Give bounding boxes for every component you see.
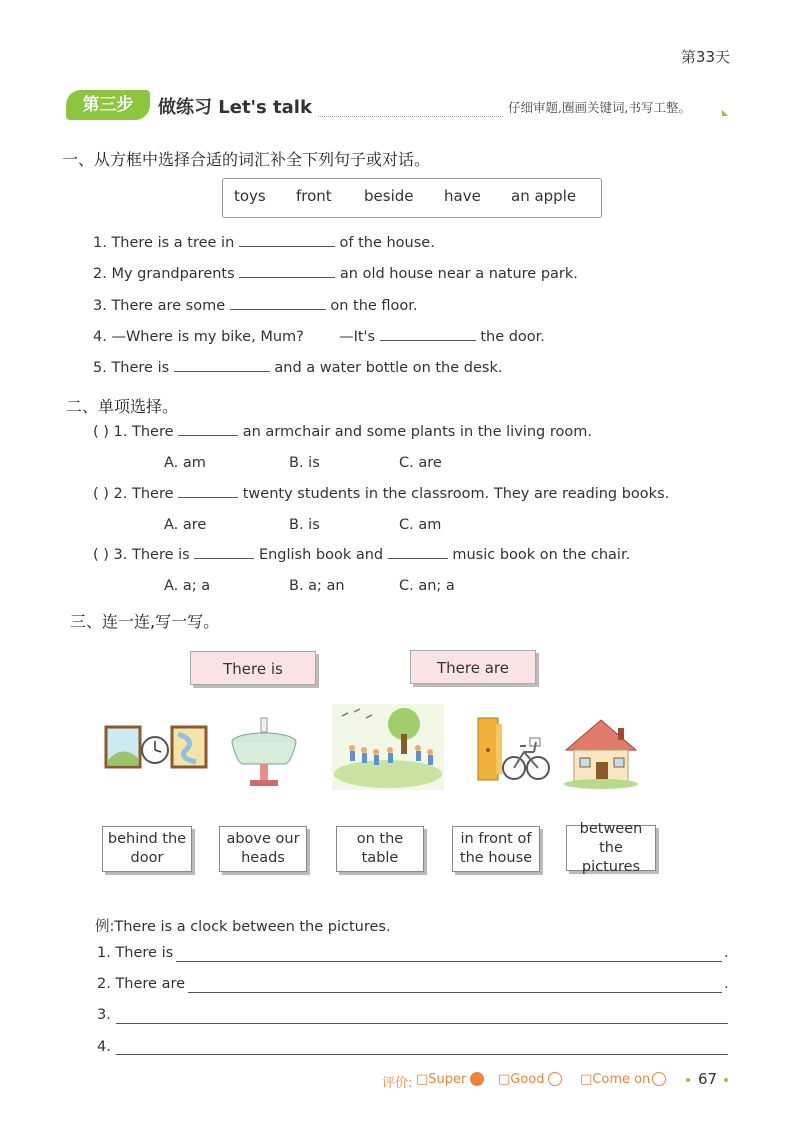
phrase-line: behind the [107,831,187,847]
word-option: an apple [511,187,577,205]
question-text: 4. —Where is my bike, Mum? [93,329,304,345]
house-image[interactable] [562,714,640,790]
door-bike-image[interactable] [474,714,550,786]
option-b: B. a; an [289,578,345,594]
word-option: have [444,187,481,205]
question-2 [93,266,578,282]
starter-card-there-is[interactable]: There is [190,651,316,685]
option-c: C. am [399,517,442,533]
line-end: . [724,945,729,961]
option-b: B. is [289,517,320,533]
dot-icon [686,1078,690,1082]
answer-paren[interactable]: ( ) [93,547,109,563]
question-text: 1. There is a tree in [93,235,235,251]
answer-blank[interactable] [380,340,476,341]
answer-blank [178,435,238,436]
step-badge: 第三步 [66,90,150,120]
question-text: 3. There is [113,547,190,563]
eval-good[interactable]: □Good [498,1072,545,1087]
write-label-4: 4. [97,1039,111,1055]
phrase-card-on-table[interactable] [336,826,424,872]
option-a: A. a; a [164,578,211,594]
phrase-line: in front of [460,831,532,847]
mc-question-2 [93,486,669,502]
answer-blank[interactable] [239,246,335,247]
question-text: 5. There is [93,360,170,376]
section1-title: 一、从方框中选择合适的词汇补全下列句子或对话。 [62,150,431,169]
step-title: 做练习 Let's talk [158,97,312,118]
phrase-line: heads [241,850,285,866]
phrase-card-between-pictures[interactable] [566,820,656,875]
write-line-1[interactable] [176,961,722,962]
write-line-3[interactable] [116,1023,728,1024]
question-text: of the house. [339,235,435,251]
section3-title: 三、连一连,写一写。 [70,612,220,631]
answer-blank[interactable] [239,277,335,278]
example-sentence: 例:There is a clock between the pictures. [95,919,391,935]
option-a: A. am [164,455,206,471]
answer-blank [388,558,448,559]
phrase-card-front-house[interactable] [452,826,540,872]
section2-title: 二、单项选择。 [66,397,179,416]
day-label: 第33天 [680,48,730,66]
phrase-line: between the [579,820,643,856]
mc-question-3 [93,547,630,563]
phrase-line: pictures [581,858,641,875]
answer-blank[interactable] [174,371,270,372]
face-icon [652,1072,666,1086]
park-children-image[interactable] [332,704,444,790]
dot-icon [724,1078,728,1082]
question-text: —It's [339,329,376,345]
question-1 [93,235,435,251]
question-text: music book on the chair. [452,547,631,563]
starter-card-there-are[interactable]: There are [410,650,536,684]
write-label-3: 3. [97,1007,111,1023]
step-tip: 仔细审题,圈画关键词,书写工整。 [508,100,691,115]
word-option: front [296,187,332,205]
answer-blank[interactable] [230,309,326,310]
pictures-clock-image[interactable] [104,722,210,774]
question-text: twenty students in the classroom. They are reading books. [242,486,670,502]
phrase-line: door [130,850,164,866]
write-line-4[interactable] [116,1054,728,1055]
option-c: C. are [399,455,442,471]
question-3 [93,298,418,314]
write-label-2: 2. There are [97,976,186,992]
word-option: beside [364,187,414,205]
question-text: an armchair and some plants in the living room. [242,424,592,440]
smile-face-icon [548,1072,562,1086]
question-text: 1. There [113,424,174,440]
eval-label: 评价: [382,1076,413,1091]
phrase-line: above our [226,831,300,847]
question-text: 2. My grandparents [93,266,235,282]
phrase-card-behind-door[interactable] [102,826,192,872]
question-text: on the floor. [330,298,418,314]
title-divider [318,116,503,117]
phrase-card-above-heads[interactable] [219,826,307,872]
question-text: 2. There [113,486,174,502]
question-text: 3. There are some [93,298,226,314]
question-text: the door. [480,329,545,345]
mc-question-1 [93,424,592,440]
answer-paren[interactable]: ( ) [93,486,109,502]
question-text: English book and [258,547,384,563]
write-label-1: 1. There is [97,945,174,961]
phrase-line: table [361,850,399,866]
eval-come-on[interactable]: □Come on [580,1072,651,1087]
page-number: 67 [698,1070,718,1088]
laughing-face-icon [470,1072,484,1086]
eval-super[interactable]: □Super [416,1072,467,1087]
phrase-line: on the [356,831,404,847]
triangle-icon [722,110,728,116]
write-line-2[interactable] [188,992,722,993]
phrase-line: the house [459,850,533,866]
question-5 [93,360,502,376]
option-b: B. is [289,455,320,471]
question-text: an old house near a nature park. [339,266,578,282]
question-text: and a water bottle on the desk. [274,360,503,376]
answer-blank [194,558,254,559]
option-c: C. an; a [399,578,455,594]
question-4 [93,329,545,345]
line-end: . [724,976,729,992]
answer-blank [178,497,238,498]
answer-paren[interactable]: ( ) [93,424,109,440]
option-a: A. are [164,517,207,533]
table-lamp-image[interactable] [228,716,300,794]
word-option: toys [234,187,266,205]
